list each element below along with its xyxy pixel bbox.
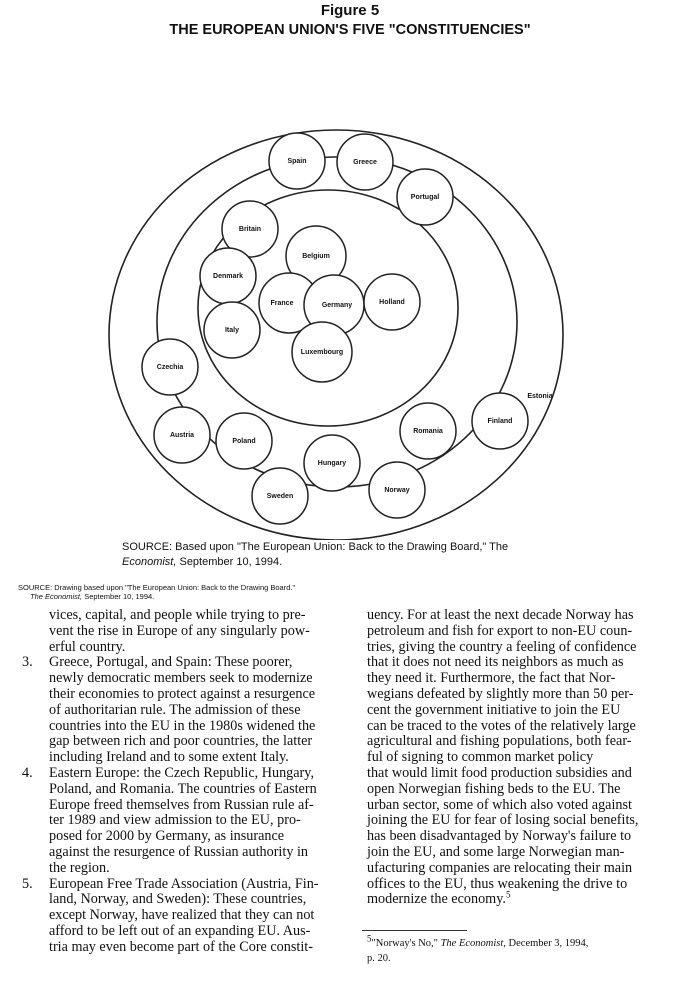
austria-label: Austria (169, 432, 195, 439)
text-line: cent the government initiative to join the EU (367, 701, 621, 718)
greece-label: Greece (353, 159, 377, 166)
text-line: uency. For at least the next decade Norway has (367, 607, 634, 623)
luxembourg-label: Luxembourg (300, 349, 344, 356)
text-line: joining the EU for fear of losing social benefits, (367, 812, 639, 829)
text-line: 5. European Free Trade Association (Austria, Fin- (22, 875, 319, 892)
text-line: join the EU, and some large Norwegian man- (367, 843, 625, 860)
text-line: they need it. Furthermore, the fact that Nor- (367, 670, 616, 687)
poland-label: Poland (232, 438, 256, 445)
footnote-ref: 5 (505, 889, 511, 900)
text-line: has been disadvantaged by Norway's failure to (367, 828, 632, 845)
romania-label: Romania (413, 428, 443, 435)
footnote-rule (362, 930, 467, 931)
italy-label: Italy (224, 327, 240, 334)
list-number: 5. (22, 875, 33, 892)
text-line: ful of signing to common market policy (367, 749, 594, 766)
france-label: France (270, 300, 294, 307)
text-line: 3. Greece, Portugal, and Spain: These poorer, (22, 654, 293, 671)
figure-label: Figure 5 (320, 2, 380, 19)
list-number: 3. (22, 654, 33, 671)
text-line: ufacturing companies are relocating their main (367, 859, 633, 876)
figure-source-small-line: SOURCE: Drawing based upon "The European Union: Back to the Drawing Board." (18, 583, 296, 592)
text-line: open Norwegian fishing beds to the EU. The (367, 780, 621, 797)
czechia-label: Czechia (156, 364, 184, 371)
text-line: vent the rise in Europe of any singularly pow- (49, 622, 310, 639)
right-text-column (367, 608, 685, 908)
norway-label: Norway (384, 487, 410, 494)
figure-source (122, 540, 582, 570)
sweden-label: Sweden (266, 493, 294, 500)
finland-label: Finland (487, 418, 513, 425)
text-line: gap between rich and poor countries, the latter (49, 733, 313, 750)
figure-source-small (18, 583, 438, 601)
portugal-label: Portugal (410, 194, 440, 201)
text-line: countries into the EU in the 1980s widened the (49, 717, 316, 734)
footnote (367, 933, 692, 966)
text-line: except Norway, have realized that they can not (49, 907, 315, 924)
text-line: afford to be left out of an expanding EU. Aus- (49, 922, 311, 939)
text-line: newly democratic members seek to modernize (49, 670, 313, 687)
figure-source-small-line: The Economist, September 10, 1994. (30, 592, 155, 601)
text-line: against the resurgence of Russian authority in (49, 843, 308, 860)
text-line: petroleum and fish for export to non-EU coun- (367, 622, 633, 639)
text-line: their economies to protect against a resurgence (49, 685, 316, 702)
figure-source-line: SOURCE: Based upon "The European Union: Back to the Drawing Board," The (122, 541, 509, 553)
text-line: vices, capital, and people while trying to pre- (49, 607, 306, 623)
holland-label: Holland (379, 299, 405, 306)
text-line: 4. Eastern Europe: the Czech Republic, Hungary, (22, 764, 315, 781)
text-line: erful country. (49, 638, 126, 655)
text-line: including Ireland and to some extent Italy. (49, 749, 289, 766)
text-line: ter 1989 and view admission to the EU, pro- (49, 812, 301, 829)
britain-label: Britain (238, 226, 262, 233)
text-line: that it does not need its neighbors as much as (367, 654, 624, 671)
text-line: can be traced to the votes of the relatively large (367, 717, 636, 734)
footnote-line: $^5$"Norway's No," The Economist, December 3, 1994, (367, 933, 589, 949)
belgium-label: Belgium (302, 253, 330, 260)
hungary-label: Hungary (317, 460, 347, 467)
text-line: posed for 2000 by Germany, as insurance (49, 828, 285, 845)
spain-label: Spain (287, 158, 307, 165)
text-line: tria may even become part of the Core constit- (49, 938, 313, 955)
left-text-column (22, 608, 337, 956)
text-line: Poland, and Romania. The countries of Eastern (49, 780, 317, 797)
list-number: 4. (22, 764, 33, 781)
text-line: tries, giving the country a feeling of confidence (367, 638, 637, 655)
text-line: modernize the economy.$^5$ (367, 889, 511, 908)
text-line: that would limit food production subsidies and (367, 764, 632, 781)
denmark-label: Denmark (213, 273, 243, 280)
text-line: land, Norway, and Sweden): These countries, (49, 891, 307, 908)
text-line: agricultural and fishing populations, both fear- (367, 733, 632, 750)
figure-source-line: Economist, September 10, 1994. (122, 556, 283, 568)
text-line: the region. (49, 859, 110, 876)
text-line: offices to the EU, thus weakening the drive to (367, 875, 628, 892)
figure-title: THE EUROPEAN UNION'S FIVE "CONSTITUENCIES" (169, 22, 531, 38)
text-line: Europe freed themselves from Russian rule af- (49, 796, 314, 813)
footnote-line: p. 20. (367, 953, 391, 964)
text-line: wegians defeated by slightly more than 50 per- (367, 685, 634, 702)
text-line: of authoritarian rule. The admission of these (49, 701, 301, 718)
germany-label: Germany (321, 302, 353, 309)
text-line: urban sector, some of which also voted against (367, 796, 632, 813)
estonia-label: Estonia (527, 393, 553, 400)
